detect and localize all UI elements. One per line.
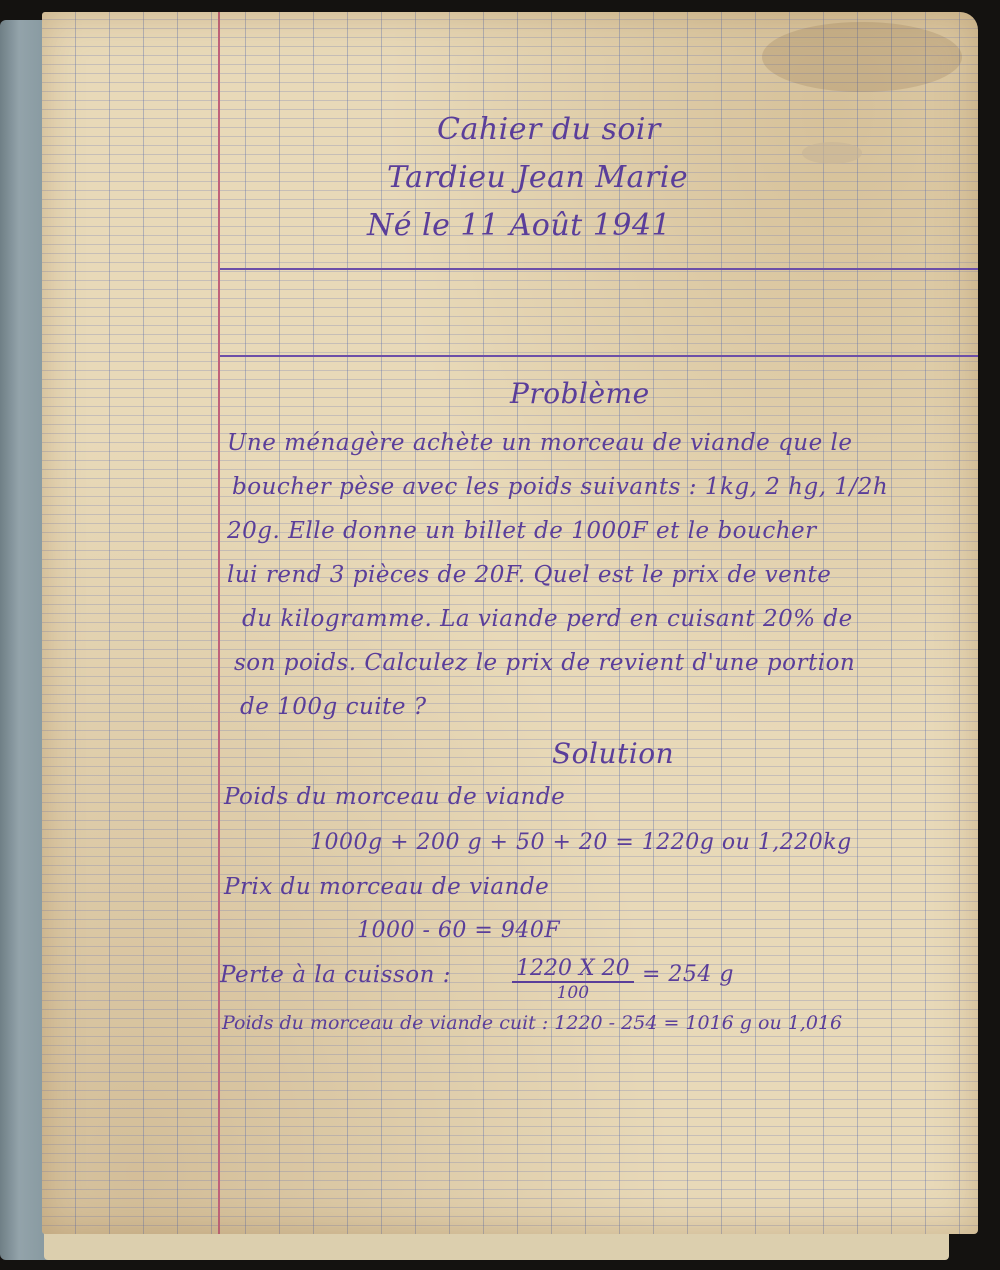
paper-tear: [802, 142, 862, 164]
solution-title: Solution: [552, 737, 675, 770]
notebook-page: [42, 12, 978, 1234]
header-line-1: Cahier du soir: [437, 112, 661, 147]
problem-line-5: du kilogramme. La viande perd en cuisant 20% de: [242, 606, 853, 632]
problem-line-1: Une ménagère achète un morceau de viande que le: [227, 430, 853, 456]
problem-title: Problème: [510, 377, 650, 410]
fraction-denominator: 100: [556, 983, 590, 1003]
problem-line-6: son poids. Calculez le prix de revient d'une portion: [234, 650, 856, 676]
notebook-cover-edge: [0, 20, 48, 1260]
solution-step2-label: Prix du morceau de viande: [224, 874, 550, 900]
solution-step3-result: = 254 g: [642, 962, 734, 987]
header-line-3: Né le 11 Août 1941: [367, 208, 672, 243]
header-rule-top: [220, 268, 978, 270]
solution-step4: Poids du morceau de viande cuit : 1220 - 254 = 1016 g ou 1,016: [222, 1012, 843, 1034]
header-line-2: Tardieu Jean Marie: [387, 160, 689, 195]
solution-step3-label: Perte à la cuisson :: [220, 962, 451, 988]
header-rule-bottom: [220, 355, 978, 357]
fraction-numerator: 1220 X 20: [512, 956, 634, 983]
solution-step2-calc: 1000 - 60 = 940F: [357, 918, 561, 943]
solution-step1-label: Poids du morceau de viande: [224, 784, 566, 810]
solution-step1-calc: 1000g + 200 g + 50 + 20 = 1220g ou 1,220kg: [310, 830, 852, 855]
problem-line-7: de 100g cuite ?: [240, 694, 427, 720]
solution-step3-fraction: [512, 956, 634, 1003]
problem-line-4: lui rend 3 pièces de 20F. Quel est le prix de vente: [227, 562, 832, 588]
problem-line-3: 20g. Elle donne un billet de 1000F et le boucher: [227, 518, 817, 544]
problem-line-2: boucher pèse avec les poids suivants : 1kg, 2 hg, 1/2h: [232, 474, 889, 500]
paper-stain: [762, 22, 962, 92]
